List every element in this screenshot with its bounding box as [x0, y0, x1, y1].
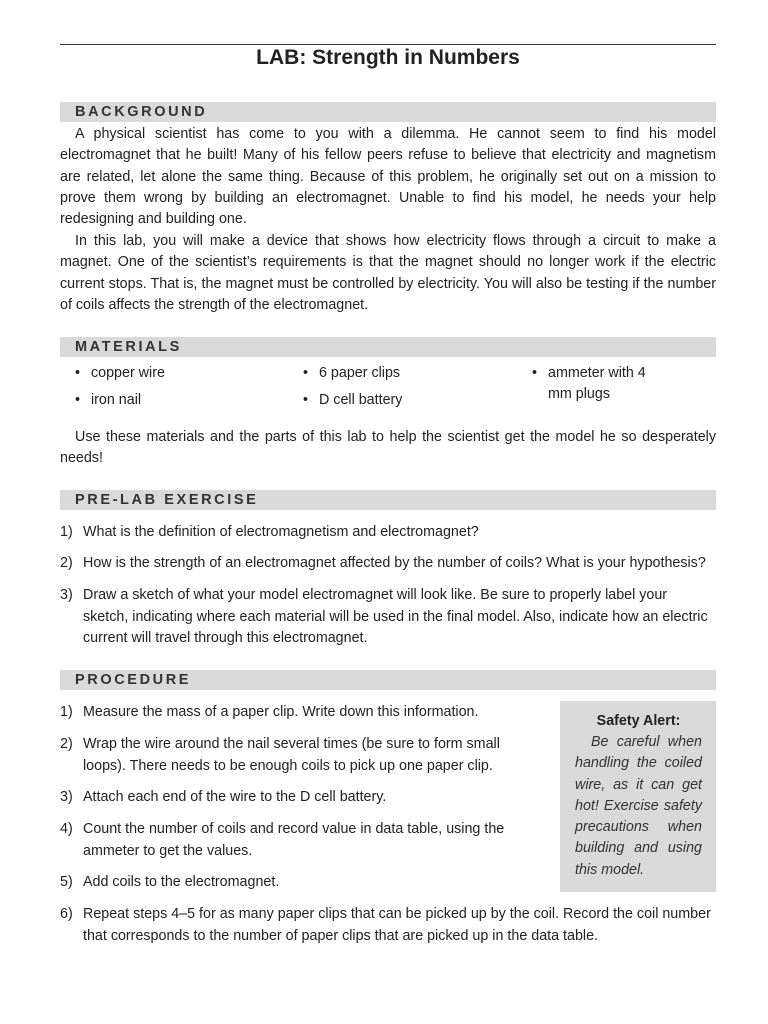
- procedure-step: 5) Add coils to the electromagnet.: [60, 874, 280, 890]
- background-heading: BACKGROUND: [75, 104, 208, 120]
- procedure-heading-bar: [60, 670, 716, 690]
- safety-alert-box: [560, 701, 716, 892]
- procedure-step: 6) Repeat steps 4–5 for as many paper clips that can be picked up by the coil. Record the coil number that corresponds to the number of paper clips that are picked up in the data table.: [60, 906, 711, 944]
- prelab-heading-bar: [60, 490, 716, 510]
- background-heading-bar: [60, 102, 716, 122]
- materials-heading-bar: [60, 337, 716, 357]
- material-item: • 6 paper clips: [303, 365, 401, 381]
- procedure-step: 2) Wrap the wire around the nail several times (be sure to form small loops). There needs to be enough coils to pick up one paper clip.: [60, 736, 500, 774]
- prelab-heading: PRE-LAB EXERCISE: [75, 492, 259, 508]
- prelab-item: 2) How is the strength of an electromagnet affected by the number of coils? What is your hypothesis?: [60, 555, 706, 571]
- procedure-heading: PROCEDURE: [75, 672, 192, 688]
- safety-alert-heading: Safety Alert:: [596, 713, 681, 729]
- procedure-step: 4) Count the number of coils and record value in data table, using the ammeter to get the values.: [60, 821, 505, 859]
- procedure-step: 3) Attach each end of the wire to the D cell battery.: [60, 789, 387, 805]
- background-paragraph-1: A physical scientist has come to you with a dilemma. He cannot seem to find his model electromagnet that he built! Many of his fellow peers refuse to believe that electricity and magnetism are related, let alone the same thing. Because of this problem, he originally set out on a mission to prove them wrong by building an electromagnet. Unable to find his model, he needs your help redesigning and building one.: [60, 126, 716, 228]
- prelab-item: 3) Draw a sketch of what your model electromagnet will look like. Be sure to properly label your sketch, indicating where each material will be used in the final model. Also, indicate how an electric current will travel through this electromagnet.: [60, 587, 708, 646]
- materials-heading: MATERIALS: [75, 339, 182, 355]
- procedure-step: 1) Measure the mass of a paper clip. Write down this information.: [60, 704, 479, 720]
- background-paragraph-2: In this lab, you will make a device that shows how electricity flows through a circuit to make a magnet. One of the scientist’s requirements is that the magnet should no longer work if the electric current stops. That is, the magnet must be controlled by electricity. You will also be testing if the number of coils affects the strength of the electromagnet.: [60, 233, 716, 313]
- prelab-item: 1) What is the definition of electromagnetism and electromagnet?: [60, 524, 479, 540]
- material-item: • ammeter with 4 mm plugs: [532, 365, 646, 402]
- page-title: LAB: Strength in Numbers: [256, 46, 520, 69]
- material-item: • copper wire: [75, 365, 165, 381]
- safety-alert-text: Be careful when handling the coiled wire, as it can get hot! Exercise safety precautions when building and using this model.: [575, 734, 702, 878]
- material-item: • iron nail: [75, 392, 142, 408]
- materials-note: Use these materials and the parts of this lab to help the scientist get the model he so desperately needs!: [60, 429, 716, 467]
- material-item: • D cell battery: [303, 392, 403, 408]
